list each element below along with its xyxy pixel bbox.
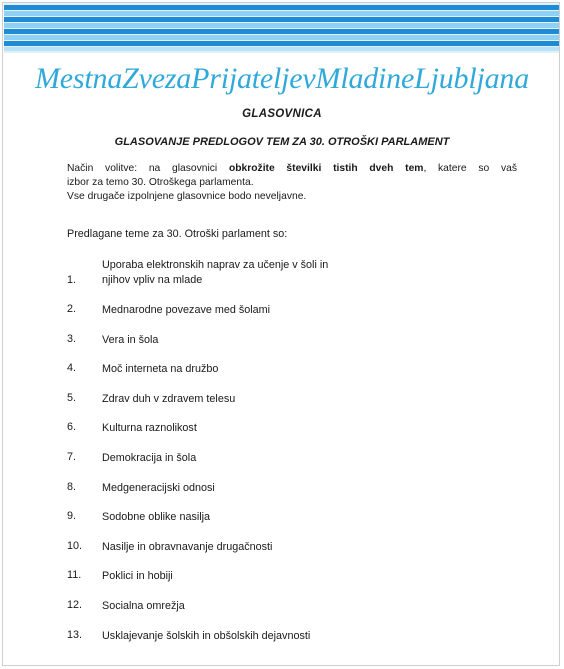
topic-number[interactable]: 7.	[67, 451, 77, 463]
topic-text-line: Vera in šola	[102, 333, 159, 346]
instructions-emphasis: obkrožite številki tistih dveh tem	[228, 163, 424, 174]
header-stripes	[4, 3, 559, 53]
topic-text-line: Mednarodne povezave med šolami	[102, 304, 271, 316]
topics-intro: Predlagane teme za 30. Otroški parlament so:	[67, 228, 288, 240]
topic-number[interactable]: 6.	[67, 421, 77, 434]
instructions-line-1: Način volitve: na glasovnici obkrožite številki tistih dveh tem, katere so vaš	[67, 163, 517, 174]
topic-number[interactable]: 11.	[67, 569, 82, 582]
topic-text-line: Demokracija in šola	[102, 452, 197, 464]
topic-text-line: Nasilje in obravnavanje drugačnosti	[102, 540, 273, 553]
topic-number[interactable]: 10.	[67, 539, 83, 552]
topic-text	[102, 569, 502, 584]
topic-text-line: Usklajevanje šolskih in obšolskih dejavnosti	[102, 629, 311, 642]
instructions-line-2: izbor za temo 30. Otroškega parlamenta.	[67, 177, 254, 188]
topic-text	[102, 421, 502, 436]
ballot-subtitle: GLASOVANJE PREDLOGOV TEM ZA 30. OTROŠKI PARLAMENT	[114, 136, 450, 148]
topic-text	[102, 451, 502, 466]
topic-text	[102, 303, 502, 318]
topic-text	[102, 599, 502, 614]
topic-text	[102, 333, 502, 348]
topic-text	[102, 510, 502, 525]
topic-number[interactable]: 2.	[67, 303, 77, 315]
topic-text	[102, 540, 502, 555]
topic-text-line: Uporaba elektronskih naprav za učenje v šoli in	[102, 259, 329, 271]
ballot-title: GLASOVNICA	[242, 108, 322, 120]
topic-text-line: Moč interneta na družbo	[102, 363, 219, 376]
topic-text	[102, 258, 502, 288]
topic-number[interactable]: 8.	[67, 480, 77, 493]
organization-heading: MestnaZvezaPrijateljevMladineLjubljana	[35, 62, 529, 95]
topic-text-line: njihov vpliv na mlade	[102, 274, 203, 286]
topic-number[interactable]: 5.	[67, 391, 77, 404]
topic-text-line: Poklici in hobiji	[102, 570, 173, 583]
topic-text	[102, 362, 502, 377]
topic-text-line: Socialna omrežja	[102, 600, 185, 612]
voting-instructions	[67, 162, 517, 204]
topic-number[interactable]: 4.	[67, 362, 77, 375]
topic-text-line: Sodobne oblike nasilja	[102, 511, 211, 524]
topic-number[interactable]: 9.	[67, 510, 77, 523]
topic-number[interactable]: 13.	[67, 628, 83, 641]
topic-text-line: Kulturna raznolikost	[102, 422, 197, 435]
topic-text-line: Medgeneracijski odnosi	[102, 481, 215, 494]
topic-number[interactable]: 12.	[67, 599, 83, 611]
topic-text-line: Zdrav duh v zdravem telesu	[102, 392, 236, 405]
topic-text	[102, 481, 502, 496]
topic-number[interactable]: 1.	[67, 274, 77, 286]
topic-text	[102, 629, 502, 644]
topic-text	[102, 392, 502, 407]
topic-number[interactable]: 3.	[67, 332, 77, 345]
instructions-line-3: Vse drugače izpolnjene glasovnice bodo neveljavne.	[67, 191, 307, 202]
